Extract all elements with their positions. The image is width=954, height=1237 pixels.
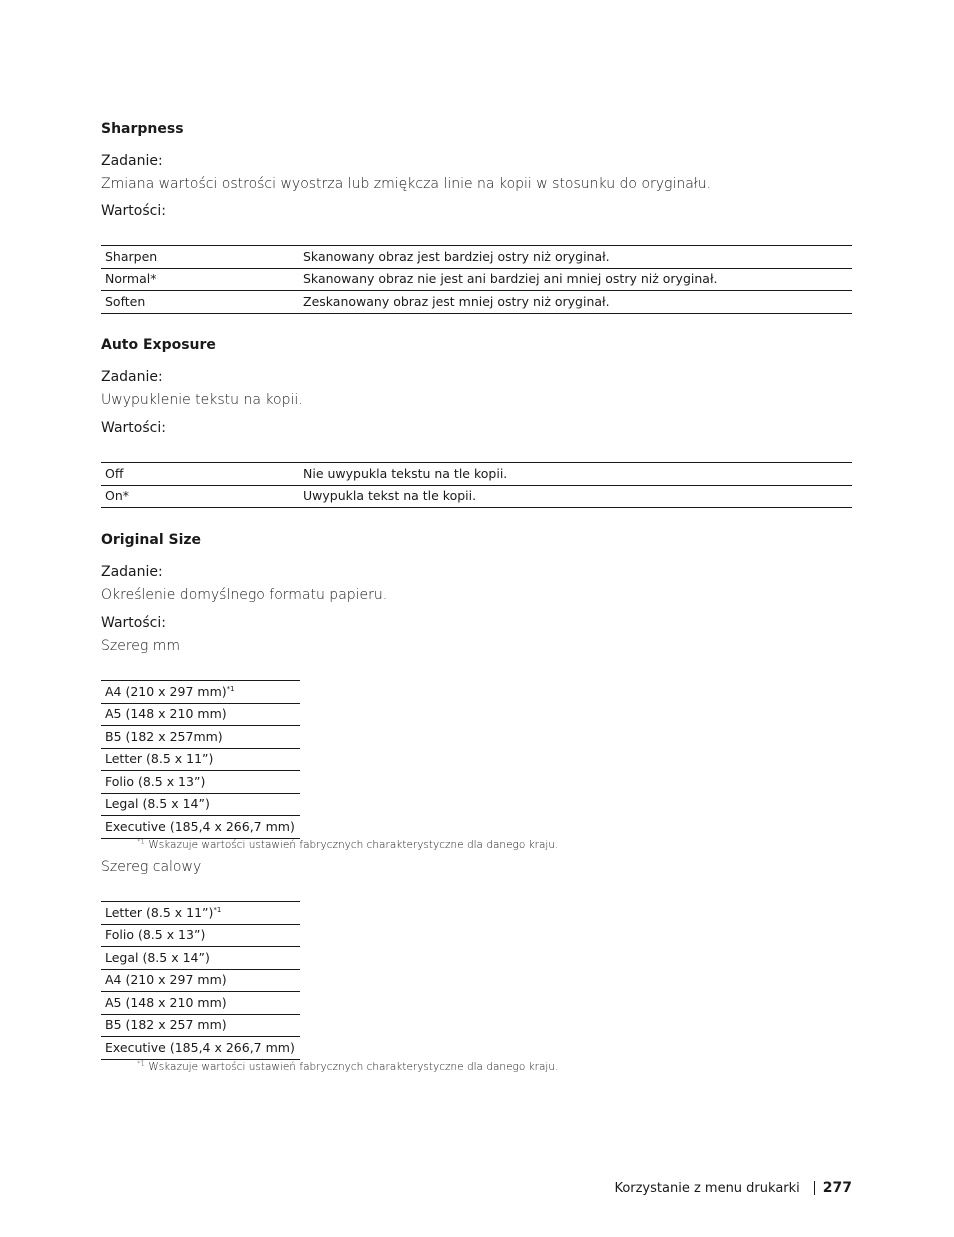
values-label: Wartości:: [101, 420, 166, 436]
sharpness-values-table: [101, 245, 852, 314]
section-title-auto-exposure: Auto Exposure: [101, 337, 216, 353]
table-row: [101, 947, 300, 970]
mm-series-table: [101, 680, 300, 839]
size-cell: A4 (210 x 297 mm)$^{*1}$: [101, 681, 300, 704]
table-row: [101, 902, 300, 925]
section-title-original-size: Original Size: [101, 532, 202, 548]
table-row: [101, 748, 300, 771]
footnote: $^{*1}$ Wskazuje wartości ustawień fabrycznych charakterystyczne dla danego kraju.: [137, 1059, 559, 1073]
table-row: [101, 246, 852, 269]
mm-series-label: Szereg mm: [101, 638, 181, 654]
description-cell: Skanowany obraz nie jest ani bardziej ani mniej ostry niż oryginał.: [299, 268, 852, 291]
table-row: [101, 291, 852, 314]
table-row: [101, 485, 852, 508]
size-cell: Executive (185,4 x 266,7 mm): [101, 816, 300, 839]
values-label: Wartości:: [101, 615, 166, 631]
footnote: $^{*1}$ Wskazuje wartości ustawień fabrycznych charakterystyczne dla danego kraju.: [137, 837, 559, 851]
size-cell: Executive (185,4 x 266,7 mm): [101, 1037, 300, 1060]
task-label: Zadanie:: [101, 153, 163, 169]
table-row: [101, 992, 300, 1015]
section-title-sharpness: Sharpness: [101, 121, 184, 137]
task-label: Zadanie:: [101, 369, 163, 385]
size-cell: A5 (148 x 210 mm): [101, 703, 300, 726]
table-row: [101, 268, 852, 291]
value-cell: Sharpen: [101, 246, 299, 269]
description-cell: Nie uwypukla tekstu na tle kopii.: [299, 463, 852, 486]
size-cell: Legal (8.5 x 14”): [101, 947, 300, 970]
value-cell: Normal*: [101, 268, 299, 291]
value-cell: Soften: [101, 291, 299, 314]
footer-divider: [814, 1181, 815, 1195]
size-cell: A5 (148 x 210 mm): [101, 992, 300, 1015]
size-cell: B5 (182 x 257 mm): [101, 1014, 300, 1037]
table-row: [101, 771, 300, 794]
page-number: 277: [822, 1180, 852, 1196]
value-cell: Off: [101, 463, 299, 486]
value-cell: On*: [101, 485, 299, 508]
table-row: [101, 924, 300, 947]
description-cell: Zeskanowany obraz jest mniej ostry niż oryginał.: [299, 291, 852, 314]
size-cell: B5 (182 x 257mm): [101, 726, 300, 749]
inch-series-label: Szereg calowy: [101, 859, 202, 875]
table-row: [101, 726, 300, 749]
table-row: [101, 681, 300, 704]
footnote-marker: *1: [213, 905, 222, 914]
task-text: Zmiana wartości ostrości wyostrza lub zmiękcza linie na kopii w stosunku do oryginału.: [101, 176, 712, 192]
description-cell: Uwypukla tekst na tle kopii.: [299, 485, 852, 508]
size-cell: Letter (8.5 x 11”): [101, 748, 300, 771]
inch-series-table: [101, 901, 300, 1060]
size-cell: Letter (8.5 x 11”)$^{*1}$: [101, 902, 300, 925]
size-cell: Folio (8.5 x 13”): [101, 771, 300, 794]
size-cell: Legal (8.5 x 14”): [101, 793, 300, 816]
values-label: Wartości:: [101, 203, 166, 219]
table-row: [101, 969, 300, 992]
size-cell: A4 (210 x 297 mm): [101, 969, 300, 992]
task-label: Zadanie:: [101, 564, 163, 580]
size-cell: Folio (8.5 x 13”): [101, 924, 300, 947]
table-row: [101, 463, 852, 486]
table-row: [101, 793, 300, 816]
table-row: [101, 1037, 300, 1060]
task-text: Uwypuklenie tekstu na kopii.: [101, 392, 303, 408]
page-footer: [614, 1180, 852, 1196]
chapter-title: Korzystanie z menu drukarki: [614, 1180, 800, 1196]
task-text: Określenie domyślnego formatu papieru.: [101, 587, 388, 603]
table-row: [101, 816, 300, 839]
auto-exposure-values-table: [101, 462, 852, 508]
description-cell: Skanowany obraz jest bardziej ostry niż oryginał.: [299, 246, 852, 269]
table-row: [101, 703, 300, 726]
footnote-marker: *1: [226, 684, 235, 693]
table-row: [101, 1014, 300, 1037]
